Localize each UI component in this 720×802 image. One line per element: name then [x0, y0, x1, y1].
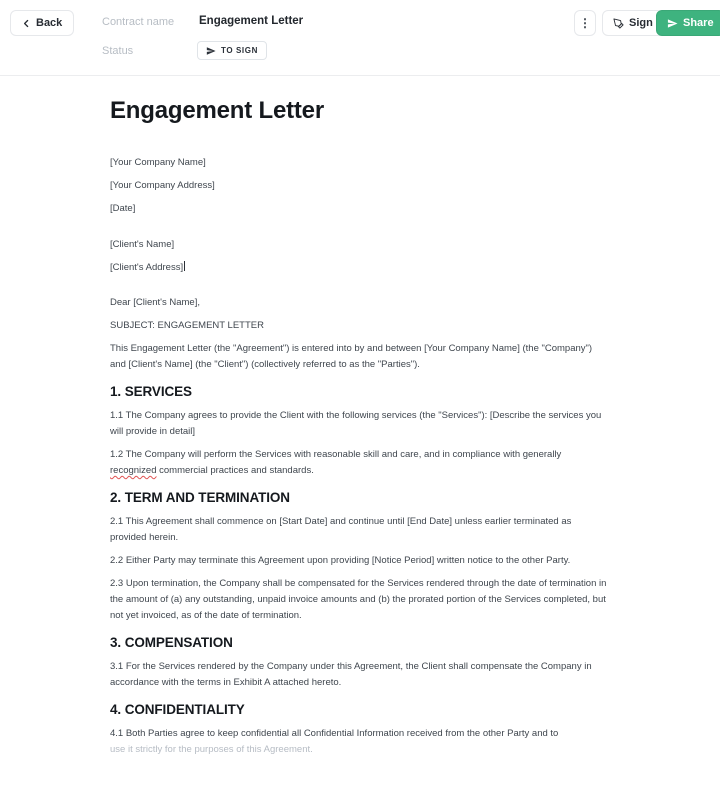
- send-icon: [667, 18, 678, 29]
- sign-button-label: Sign: [629, 17, 653, 29]
- clause-4-1-faded-line: use it strictly for the purposes of this Agreement.: [110, 744, 313, 755]
- back-button[interactable]: [10, 10, 74, 36]
- share-button[interactable]: [656, 10, 720, 36]
- section-heading-confidentiality[interactable]: 4. CONFIDENTIALITY: [110, 702, 245, 717]
- status-label: Status: [102, 45, 134, 57]
- top-toolbar: [0, 0, 720, 76]
- contract-name-value[interactable]: Engagement Letter: [199, 15, 304, 27]
- preamble-paragraph[interactable]: This Engagement Letter (the "Agreement") is entered into by and between [Your Company Name] (the "Company") and [Client's Name] (the "Client") (collectively referred to as the "Parties").: [110, 343, 593, 370]
- sign-button[interactable]: [602, 10, 664, 36]
- clause-2-2[interactable]: 2.2 Either Party may terminate this Agreement upon providing [Notice Period] written notice to the other Party.: [110, 555, 571, 566]
- status-badge-label: TO SIGN: [221, 46, 258, 55]
- clause-1-2[interactable]: 1.2 The Company will perform the Services with reasonable skill and care, and in compliance with generally recognized commercial practices and standards.: [110, 449, 562, 476]
- share-button-label: Share: [683, 17, 714, 29]
- client-name-placeholder[interactable]: [Client's Name]: [110, 239, 175, 250]
- misspelled-word: recognized: [110, 465, 157, 476]
- salutation-line[interactable]: Dear [Client's Name],: [110, 297, 200, 308]
- more-options-button[interactable]: [574, 10, 596, 36]
- clause-1-1[interactable]: 1.1 The Company agrees to provide the Client with the following services (the "Services"): [Describe the services you will provide in detail]: [110, 410, 602, 437]
- clause-3-1[interactable]: 3.1 For the Services rendered by the Company under this Agreement, the Client shall compensate the Company in accordance with the terms in Exhibit A attached hereto.: [110, 661, 592, 688]
- date-placeholder[interactable]: [Date]: [110, 203, 136, 214]
- document-editor[interactable]: [0, 76, 720, 802]
- status-badge[interactable]: [197, 41, 267, 60]
- kebab-menu-icon: ⋮: [579, 16, 591, 30]
- document-title[interactable]: Engagement Letter: [110, 97, 324, 124]
- company-name-placeholder[interactable]: [Your Company Name]: [110, 157, 206, 168]
- subject-line[interactable]: SUBJECT: ENGAGEMENT LETTER: [110, 320, 264, 331]
- client-address-placeholder[interactable]: [Client's Address]: [110, 262, 184, 273]
- text-cursor: [184, 261, 185, 271]
- send-icon: [206, 46, 216, 56]
- section-heading-term-termination[interactable]: 2. TERM AND TERMINATION: [110, 490, 290, 505]
- chevron-left-icon: [22, 19, 31, 28]
- back-button-label: Back: [36, 17, 63, 29]
- clause-4-1[interactable]: 4.1 Both Parties agree to keep confidential all Confidential Information received from the other Party and to use it strictly for the purposes of this Agreement.: [110, 728, 559, 755]
- section-heading-compensation[interactable]: 3. COMPENSATION: [110, 635, 233, 650]
- clause-2-1[interactable]: 2.1 This Agreement shall commence on [Start Date] and continue until [End Date] unless earlier terminated as provided herein.: [110, 516, 572, 543]
- clause-2-3[interactable]: 2.3 Upon termination, the Company shall be compensated for the Services rendered through the date of termination in the amount of (a) any outstanding, unpaid invoice amounts and (b) the prorated portion of the Services completed, but not yet invoiced, as of the date of termination.: [110, 578, 607, 621]
- contract-name-label: Contract name: [102, 16, 175, 28]
- section-heading-services[interactable]: 1. SERVICES: [110, 384, 192, 399]
- pen-icon: [613, 18, 624, 29]
- company-address-placeholder[interactable]: [Your Company Address]: [110, 180, 215, 191]
